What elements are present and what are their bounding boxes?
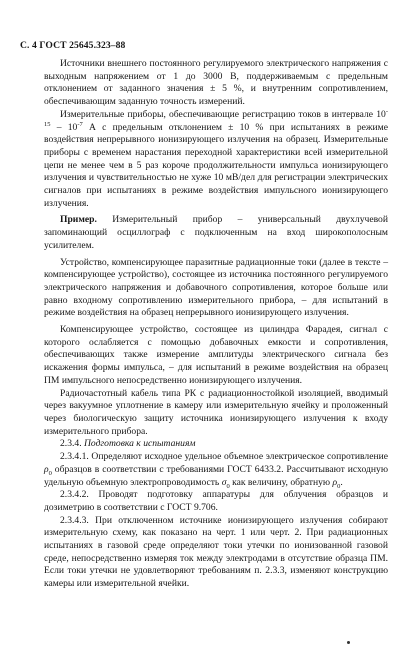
section-heading-2-3-4: 2.3.4. Подготовка к испытаниям [60,438,196,450]
paragraph-2-3-4-2: 2.3.4.2. Проводят подготовку аппаратуры для облучения образцов и дозиметрию в соответствии с ГОСТ 9.706. [44,489,388,513]
paragraph-faraday-cylinder: Компенсирующее устройство, состоящее из цилиндра Фарадея, сигнал с которого ослабляется с помощью добавочных емкости и сопротивления, обеспечивающих также измерение амплитуды электрического сигнала без искажения формы импульса, – для испытаний в режиме воздействия на образец ПМ импульсного непосредственно ионизирующего излучения. [44,324,388,386]
paragraph-voltage-sources: Источники внешнего постоянного регулируемого электрического напряжения с выходным напряжением от 1 до 3000 В, поддерживаемым с предельным отклонением от заданного значения ± 5 %, и внутренним сопротивлением, обеспечивающим заданную точность измерений. [44,58,388,108]
example-label: Пример. [60,214,97,226]
section-title: Подготовка к испытаниям [83,438,196,450]
paragraph-2-3-4-3: 2.3.4.3. При отключенном источнике ионизирующего излучения собирают измерительную схему, как показано на черт. 1 или черт. 2. При радиационных испытаниях в газовой среде определяют токи утечки по ионизованной газовой среде, непосредственно измеряя ток между электродами в отсутствие образца ПМ. Если токи утечки не удовлетворяют требованиям п. 2.3.3, изменяют конструкцию камеры или измерительной ячейки. [44,514,388,590]
paragraph-compensating-device: Устройство, компенсирующее паразитные радиационные токи (далее в тексте – компенсирующее устройство), состоящее из источника постоянного регулируемого электрического напряжения и добавочного сопротивления, которое больше или равно входному сопротивлению измерительного прибора, – для испытаний в режиме воздействия на образец непрерывного ионизирующего излучения. [44,256,388,319]
document-body [44,58,388,591]
paragraph-measuring-instruments: Измерительные приборы, обеспечивающие регистрацию токов в интервале $10^{-15} - 10^{-7}$ А с предельным отклонением ± 10 % при испытаниях в режиме воздействия непрерывного ионизирующего излучения на образец. Измерительные приборы с временем нарастания переходной характеристики всей измерительной цепи не менее чем в 5 раз короче продолжительности импульса ионизирующего излучения и чувствительностью не хуже 10 мВ/дел для регистрации электрических сигналов при испытаниях в режиме воздействия импульсного ионизирующего излучения. [44,107,389,209]
paragraph-rf-cable: Радиочастотный кабель типа РК с радиационностойкой изоляцией, вводимый через вакуумное уплотнение в камеру или измерительную ячейку и проложенный через биологическую защиту источника ионизирующего излучения к входу измерительного прибора. [44,387,388,437]
paragraph-2-3-4-1: 2.3.4.1. Определяют исходное удельное объемное электрическое сопротивление $\rho_0$ образцов в соответствии с требованиями ГОСТ 6433.2. Рассчитывают исходную удельную объемную электропроводимость $\sigma_0$ как величину, обратную $\rho_0$. [44,451,388,490]
scan-speck [347,641,350,644]
paragraph-example: Пример. Измерительный прибор – универсальный двухлучевой запоминающий осциллограф с подключенным на вход широкополосным усилителем. [44,214,388,251]
page-header: С. 4 ГОСТ 25645.323–88 [20,40,126,51]
